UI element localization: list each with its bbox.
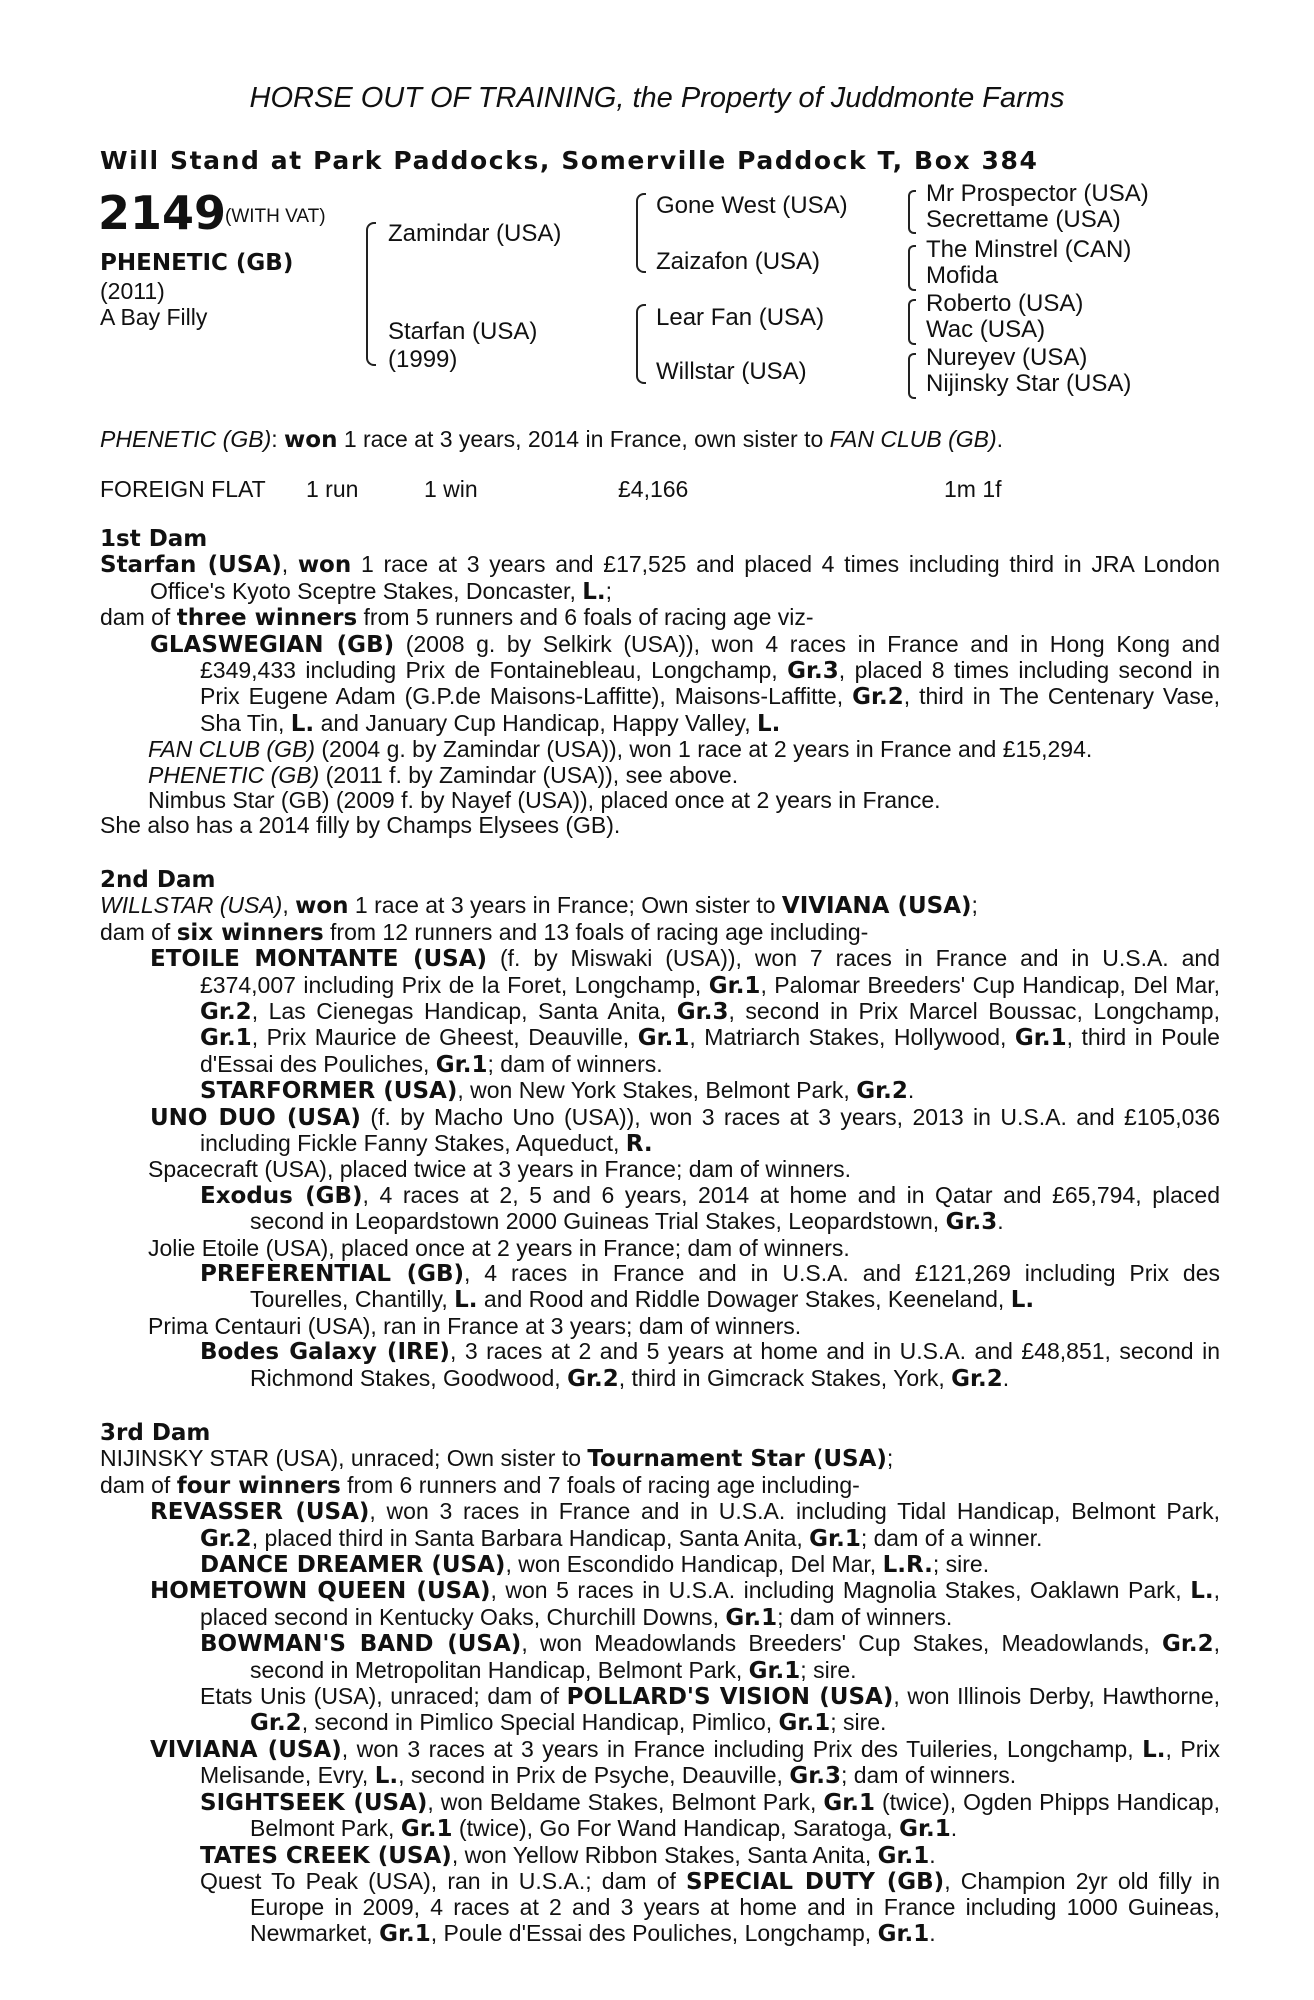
first-dam-produce-summary: dam of three winners from 5 runners and 6 foals of racing age viz- [100,604,814,632]
pedigree-dam-sire: Lear Fan (USA) [656,304,825,331]
vat-note: (WITH VAT) [225,206,326,227]
horse-year: (2011) [100,278,165,304]
pedigree-g8: Nijinsky Star (USA) [926,370,1132,397]
page-header: HORSE OUT OF TRAINING, the Property of Juddmonte Farms [249,82,1065,114]
summary-won: won [284,427,338,453]
produce-sightseek: SIGHTSEEK (USA), won Beldame Stakes, Belmont Park, Gr.1 (twice), Ogden Phipps Handicap, Belmont Park, Gr.1 (twice), Go For Wand Handicap, Saratoga, Gr.1. [200,1788,1220,1843]
produce-etoile-montante: ETOILE MONTANTE (USA) (f. by Miswaki (USA)), won 7 races in France and in U.S.A. and £374,007 including Prix de la Foret, Longchamp, Gr.1, Palomar Breeders' Cup Handicap, Del Mar, Gr.2, Las Cienegas Handicap, Santa Anita, Gr.3, second in Prix Marcel Boussac, Longchamp, Gr.1, Prix Maurice de Gheest, Deauville, Gr.1, Matriarch Stakes, Hollywood, Gr.1, third in Poule d'Essai des Pouliches, Gr.1; dam of winners. [150,945,1220,1078]
second-dam-heading: 2nd Dam [100,866,216,893]
summary-sister: FAN CLUB (GB) [829,426,997,452]
produce-preferential: PREFERENTIAL (GB), 4 races in France and in U.S.A. and £121,269 including Prix des Tourelles, Chantilly, L. and Rood and Riddle Dowager Stakes, Keeneland, L. [200,1259,1220,1314]
form-type: FOREIGN FLAT [100,476,266,502]
produce-uno-duo: UNO DUO (USA) (f. by Macho Uno (USA)), won 3 races at 3 years, 2013 in U.S.A. and £105,036 including Fickle Fanny Stakes, Aqueduct, R. [150,1103,1220,1157]
produce-hometown-queen: HOMETOWN QUEEN (USA), won 5 races in U.S.A. including Magnolia Stakes, Oaklawn Park, L., placed second in Kentucky Oaks, Churchill Downs, Gr.1; dam of winners. [150,1577,1220,1631]
form-runs: 1 run [306,476,359,502]
produce-dance-dreamer: DANCE DREAMER (USA), won Escondido Handicap, Del Mar, L.R.; sire. [200,1551,990,1579]
first-dam-record: Starfan (USA), won 1 race at 3 years and £17,525 and placed 4 times including third in JRA London Office's Kyoto Sceptre Stakes, Doncaster, L.; [100,551,1220,605]
pedigree-brace-dam [636,304,646,384]
second-dam-record: WILLSTAR (USA), won 1 race at 3 years in France; Own sister to VIVIANA (USA); [100,892,978,920]
second-dam-produce-summary: dam of six winners from 12 runners and 13 foals of racing age including- [100,918,869,946]
pedigree-g3: The Minstrel (CAN) [926,236,1132,263]
pedigree-brace-sire [636,193,646,273]
pedigree-dam-dam: Willstar (USA) [656,358,807,385]
race-summary: PHENETIC (GB): won 1 race at 3 years, 2014 in France, own sister to FAN CLUB (GB). [100,426,1004,453]
pedigree-g4: Mofida [926,262,999,289]
form-distance: 1m 1f [944,476,1002,502]
pedigree-dam-year: (1999) [388,346,458,373]
summary-text: 1 race at 3 years, 2014 in France, own sister to [337,426,830,452]
pedigree-brace-g1 [908,190,916,234]
produce-exodus: Exodus (GB), 4 races at 2, 5 and 6 years, 2014 at home and in Qatar and £65,794, placed second in Leopardstown 2000 Guineas Trial Stakes, Leopardstown, Gr.3. [200,1181,1220,1236]
produce-revasser: REVASSER (USA), won 3 races in France and in U.S.A. including Tidal Handicap, Belmont Park, Gr.2, placed third in Santa Barbara Handicap, Santa Anita, Gr.1; dam of a winner. [150,1498,1220,1552]
horse-name: PHENETIC (GB) [100,250,294,276]
horse-description: A Bay Filly [100,304,208,330]
third-dam-heading: 3rd Dam [100,1420,211,1446]
pedigree-g7: Nureyev (USA) [926,344,1088,371]
summary-end: . [996,426,1004,452]
produce-fan-club: FAN CLUB (GB) (2004 g. by Zamindar (USA)), won 1 race at 2 years in France and £15,294. [148,736,1093,763]
produce-starformer: STARFORMER (USA), won New York Stakes, Belmont Park, Gr.2. [200,1077,915,1105]
first-dam-heading: 1st Dam [100,526,208,552]
pedigree-brace-main [366,222,376,366]
pedigree-brace-g2 [908,245,916,291]
stand-location: Will Stand at Park Paddocks, Somerville Paddock T, Box 384 [100,146,1039,175]
summary-horse-name: PHENETIC (GB) [100,426,272,452]
form-earnings: £4,166 [618,476,689,502]
pedigree-sire-dam: Zaizafon (USA) [656,248,821,275]
produce-2014-filly: She also has a 2014 filly by Champs Elysees (GB). [100,812,621,839]
pedigree-dam: Starfan (USA) [388,318,538,345]
produce-glaswegian: GLASWEGIAN (GB) (2008 g. by Selkirk (USA)), won 4 races in France and in Hong Kong and £349,433 including Prix de Fontainebleau, Longchamp, Gr.3, placed 8 times including second in Prix Eugene Adam (G.P.de Maisons-Laffitte), Maisons-Laffitte, Gr.2, third in The Centenary Vase, Sha Tin, L. and January Cup Handicap, Happy Valley, L. [150,630,1221,737]
produce-phenetic: PHENETIC (GB) (2011 f. by Zamindar (USA)), see above. [148,761,739,788]
third-dam-produce-summary: dam of four winners from 6 runners and 7 foals of racing age including- [100,1471,860,1499]
produce-quest-to-peak: Quest To Peak (USA), ran in U.S.A.; dam of SPECIAL DUTY (GB), Champion 2yr old filly in Europe in 2009, 4 races at 2 and 3 years at home and in France including 1000 Guineas, Newmarket, Gr.1, Poule d'Essai des Pouliches, Longchamp, Gr.1. [200,1867,1220,1947]
produce-nimbus-star: Nimbus Star (GB) (2009 f. by Nayef (USA)), placed once at 2 years in France. [148,787,941,814]
third-dam-record: NIJINSKY STAR (USA), unraced; Own sister to Tournament Star (USA); [100,1445,894,1473]
pedigree-g2: Secrettame (USA) [926,206,1121,233]
pedigree-g1: Mr Prospector (USA) [926,180,1149,207]
produce-tates-creek: TATES CREEK (USA), won Yellow Ribbon Stakes, Santa Anita, Gr.1. [200,1841,936,1869]
pedigree-brace-g3 [908,299,916,345]
produce-bodes-galaxy: Bodes Galaxy (IRE), 3 races at 2 and 5 years at home and in U.S.A. and £48,851, second in Richmond Stakes, Goodwood, Gr.2, third in Gimcrack Stakes, York, Gr.2. [200,1338,1220,1392]
produce-prima-centauri: Prima Centauri (USA), ran in France at 3 years; dam of winners. [148,1312,802,1339]
produce-viviana: VIVIANA (USA), won 3 races at 3 years in France including Prix des Tuileries, Longchamp, L., Prix Melisande, Evry, L., second in Prix de Psyche, Deauville, Gr.3; dam of winners. [150,1735,1221,1790]
lot-number: 2149 [98,186,227,240]
pedigree-brace-g4 [908,353,916,399]
pedigree-g6: Wac (USA) [926,316,1046,343]
pedigree-sire-sire: Gone West (USA) [656,192,848,219]
produce-bowmans-band: BOWMAN'S BAND (USA), won Meadowlands Breeders' Cup Stakes, Meadowlands, Gr.2, second in Metropolitan Handicap, Belmont Park, Gr.1; sire. [200,1630,1221,1684]
produce-etats-unis: Etats Unis (USA), unraced; dam of POLLARD'S VISION (USA), won Illinois Derby, Hawthorne, Gr.2, second in Pimlico Special Handicap, Pimlico, Gr.1; sire. [200,1683,1220,1737]
pedigree-g5: Roberto (USA) [926,290,1084,317]
produce-spacecraft: Spacecraft (USA), placed twice at 3 years in France; dam of winners. [148,1156,852,1183]
produce-jolie-etoile: Jolie Etoile (USA), placed once at 2 years in France; dam of winners. [148,1234,850,1261]
dam-history [100,526,1220,1947]
pedigree-sire: Zamindar (USA) [388,220,562,247]
form-wins: 1 win [424,476,478,502]
